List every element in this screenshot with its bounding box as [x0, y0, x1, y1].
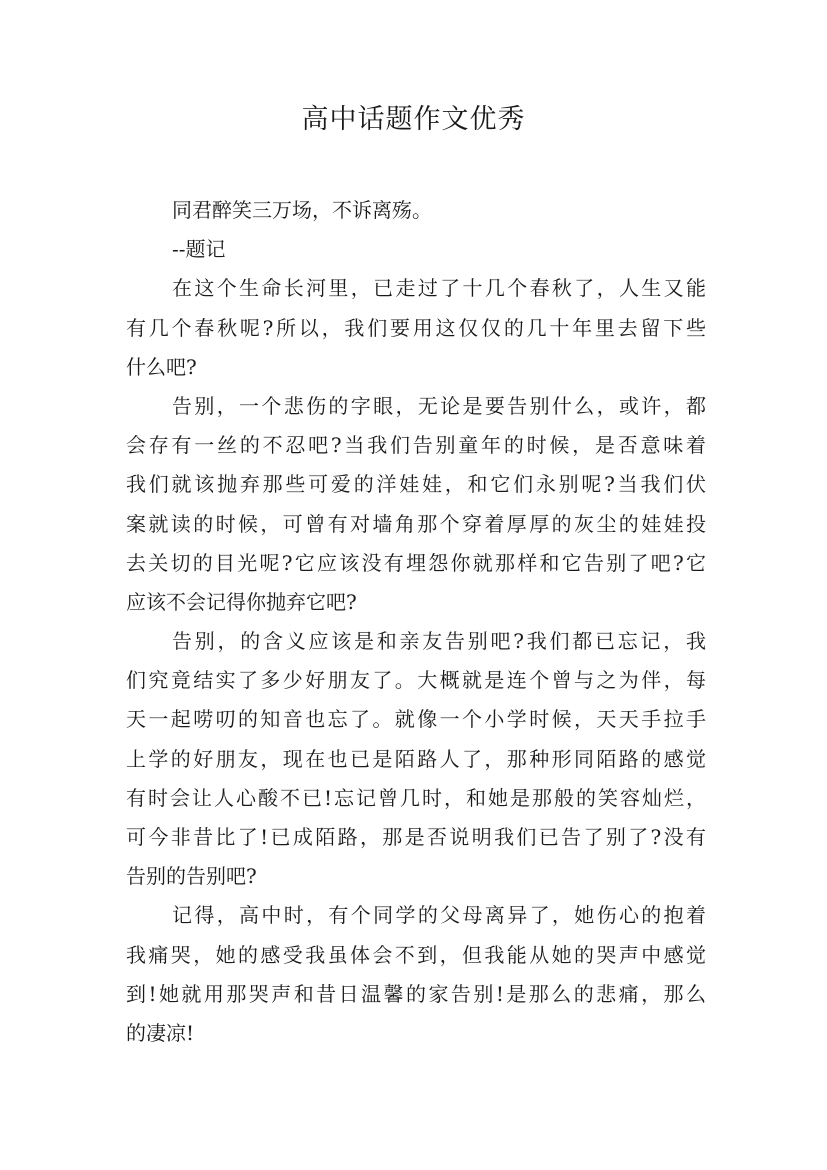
text-line: 我们就该抛弃那些可爱的洋娃娃，和它们永别呢?当我们伏	[126, 472, 706, 497]
text-line: 有几个春秋呢?所以，我们要用这仅仅的几十年里去留下些	[126, 315, 706, 340]
text-line: 告别，的含义应该是和亲友告别吧?我们都已忘记，我	[172, 629, 706, 654]
text-line: 什么吧?	[126, 354, 197, 379]
text-line: 去关切的目光呢?它应该没有埋怨你就那样和它告别了吧?它	[126, 550, 706, 575]
text-line: 应该不会记得你抛弃它吧?	[126, 589, 357, 614]
text-line: 案就读的时候，可曾有对墙角那个穿着厚厚的灰尘的娃娃投	[126, 511, 706, 536]
text-line: 告别，一个悲伤的字眼，无论是要告别什么，或许，都	[172, 393, 706, 418]
text-line: 我痛哭，她的感受我虽体会不到，但我能从她的哭声中感觉	[126, 942, 706, 967]
text-line: 到!她就用那哭声和昔日温馨的家告别!是那么的悲痛，那么	[126, 981, 706, 1006]
text-line: 同君醉笑三万场，不诉离殇。	[172, 198, 432, 222]
text-line: 在这个生命长河里，已走过了十几个春秋了，人生又能	[172, 276, 706, 301]
text-line: 告别的告别吧?	[126, 864, 257, 889]
text-line: 天一起唠叨的知音也忘了。就像一个小学时候，天天手拉手	[126, 707, 706, 732]
text-line: 记得，高中时，有个同学的父母离异了，她伤心的抱着	[172, 903, 706, 928]
document-body	[126, 191, 706, 1053]
text-line: 会存有一丝的不忍吧?当我们告别童年的时候，是否意味着	[126, 433, 706, 458]
document-title: 高中话题作文优秀	[301, 104, 526, 135]
text-line: 可今非昔比了!已成陌路，那是否说明我们已告了别了?没有	[126, 825, 706, 849]
text-line: 上学的好朋友，现在也已是陌路人了，那种形同陌路的感觉	[126, 746, 706, 771]
text-line: --题记	[172, 237, 226, 262]
text-line: 们究竟结实了多少好朋友了。大概就是连个曾与之为伴，每	[126, 668, 706, 693]
text-line: 有时会让人心酸不已!忘记曾几时，和她是那般的笑容灿烂，	[126, 785, 706, 810]
text-line: 的凄凉!	[126, 1020, 195, 1045]
